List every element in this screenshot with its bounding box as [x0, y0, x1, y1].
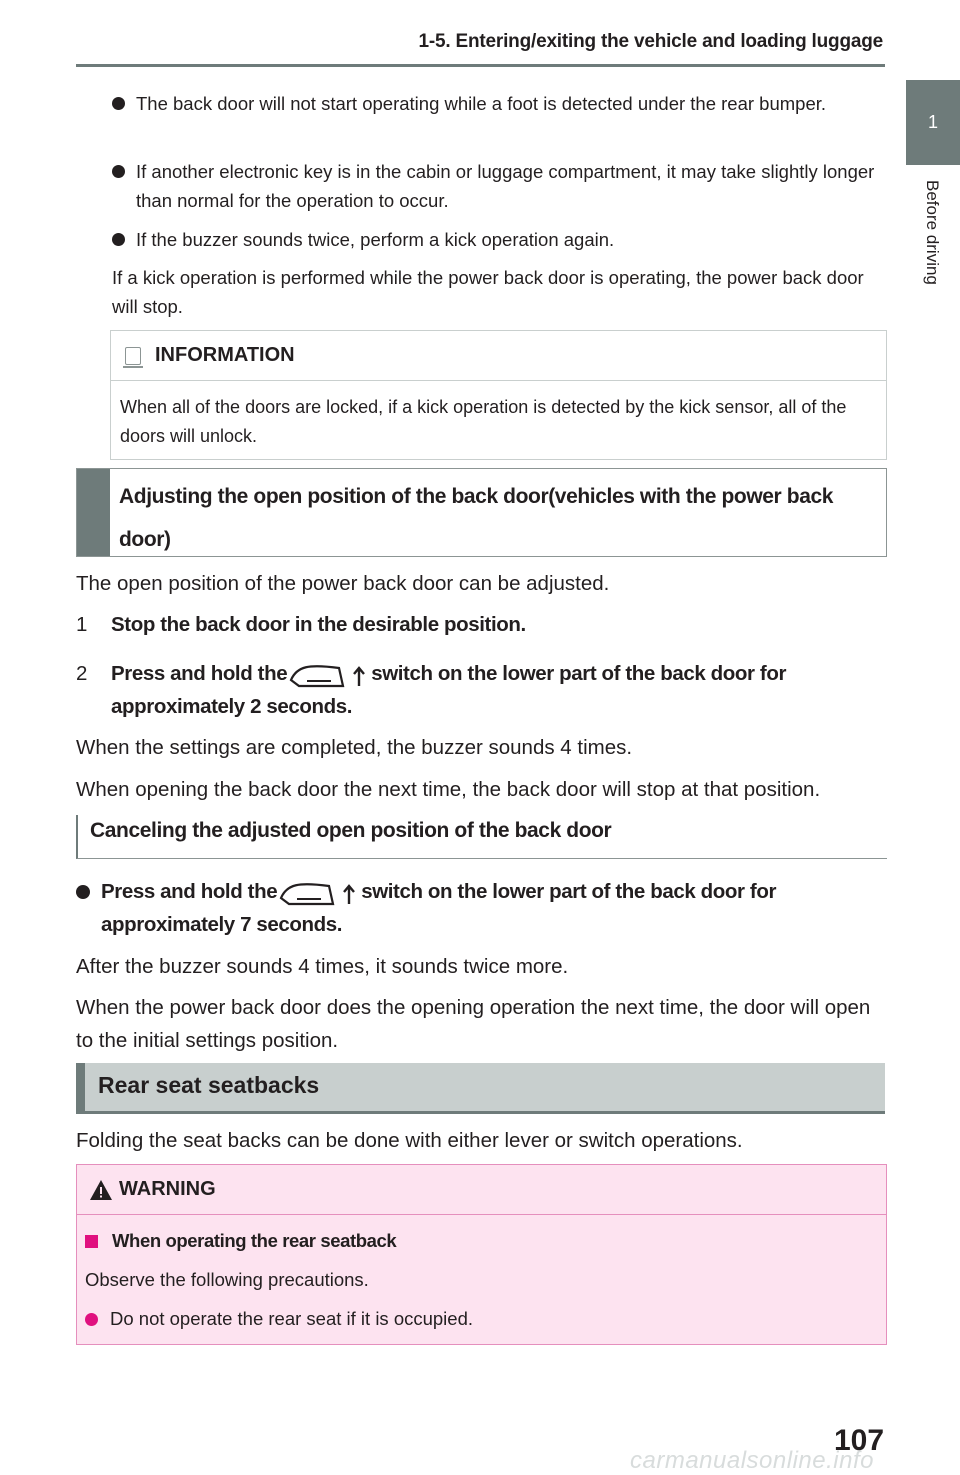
- information-body: When all of the doors are locked, if a kick operation is detected by the kick sensor, all of the doors will unlock.: [120, 397, 847, 446]
- bullet-icon: [76, 885, 90, 899]
- list-item: If another electronic key is in the cabin or luggage compartment, it may take slightly longer than normal for the operation to occur.: [112, 157, 882, 215]
- step-1: 1 Stop the back door in the desirable position.: [76, 613, 526, 636]
- rear-seat-intro: Folding the seat backs can be done with either lever or switch operations.: [76, 1129, 743, 1152]
- warning-icon: [89, 1179, 113, 1201]
- watermark: carmanualsonline.info: [630, 1447, 874, 1474]
- warning-bullet: Do not operate the rear seat if it is occupied.: [85, 1305, 473, 1333]
- chapter-tab-number: 1: [927, 112, 938, 132]
- cancel-after-2: When the power back door does the opening operation the next time, the door will open to the initial settings position.: [76, 996, 871, 1052]
- cancel-after-1: After the buzzer sounds 4 times, it sounds twice more.: [76, 955, 569, 978]
- step-2: 2 Press and hold the switch on the lower part of the back door for approximately 2 seconds.: [76, 657, 886, 723]
- information-header: INFORMATION: [111, 331, 886, 381]
- cancel-bullet: Press and hold the switch on the lower part of the back door for approximately 7 seconds.: [76, 875, 886, 941]
- adjust-after-1: When the settings are completed, the buzzer sounds 4 times.: [76, 736, 633, 759]
- warning-box: [76, 1164, 887, 1345]
- information-box: [110, 330, 887, 460]
- chapter-side-label: Before driving: [923, 180, 942, 285]
- bullet-icon: [112, 165, 125, 178]
- adjust-after-2: When opening the back door the next time, the back door will stop at that position.: [76, 778, 821, 801]
- warning-heading: When operating the rear seatback: [85, 1227, 396, 1255]
- adjust-intro: The open position of the power back door can be adjusted.: [76, 572, 610, 595]
- header-rule: [76, 64, 885, 67]
- kick-note: If a kick operation is performed while the power back door is operating, the power back door will stop.: [112, 267, 864, 317]
- list-item: The back door will not start operating while a foot is detected under the rear bumper.: [112, 89, 882, 118]
- back-door-switch-icon: [287, 660, 371, 690]
- bullet-icon: [85, 1313, 98, 1326]
- bullet-icon: [112, 97, 125, 110]
- heading-accent-bar: [77, 469, 110, 556]
- page-number: 107: [834, 1424, 885, 1457]
- square-bullet-icon: [85, 1235, 98, 1248]
- warning-text: Observe the following precautions.: [85, 1269, 369, 1290]
- book-icon: [125, 347, 141, 365]
- chapter-header-title: 1-5. Entering/exiting the vehicle and loading luggage: [418, 31, 883, 52]
- bullet-icon: [112, 233, 125, 246]
- back-door-switch-icon: [277, 878, 361, 908]
- subsection-heading-cancel: Canceling the adjusted open position of the back door: [76, 815, 887, 859]
- list-item: If the buzzer sounds twice, perform a kick operation again.: [112, 225, 882, 254]
- heading-accent-bar: [76, 1063, 85, 1111]
- warning-header: WARNING: [77, 1165, 886, 1215]
- section-heading-rear-seat: Rear seat seatbacks: [76, 1063, 885, 1114]
- chapter-tab: [906, 80, 960, 165]
- section-heading-adjust: Adjusting the open position of the back door(vehicles with the power back door): [76, 468, 887, 557]
